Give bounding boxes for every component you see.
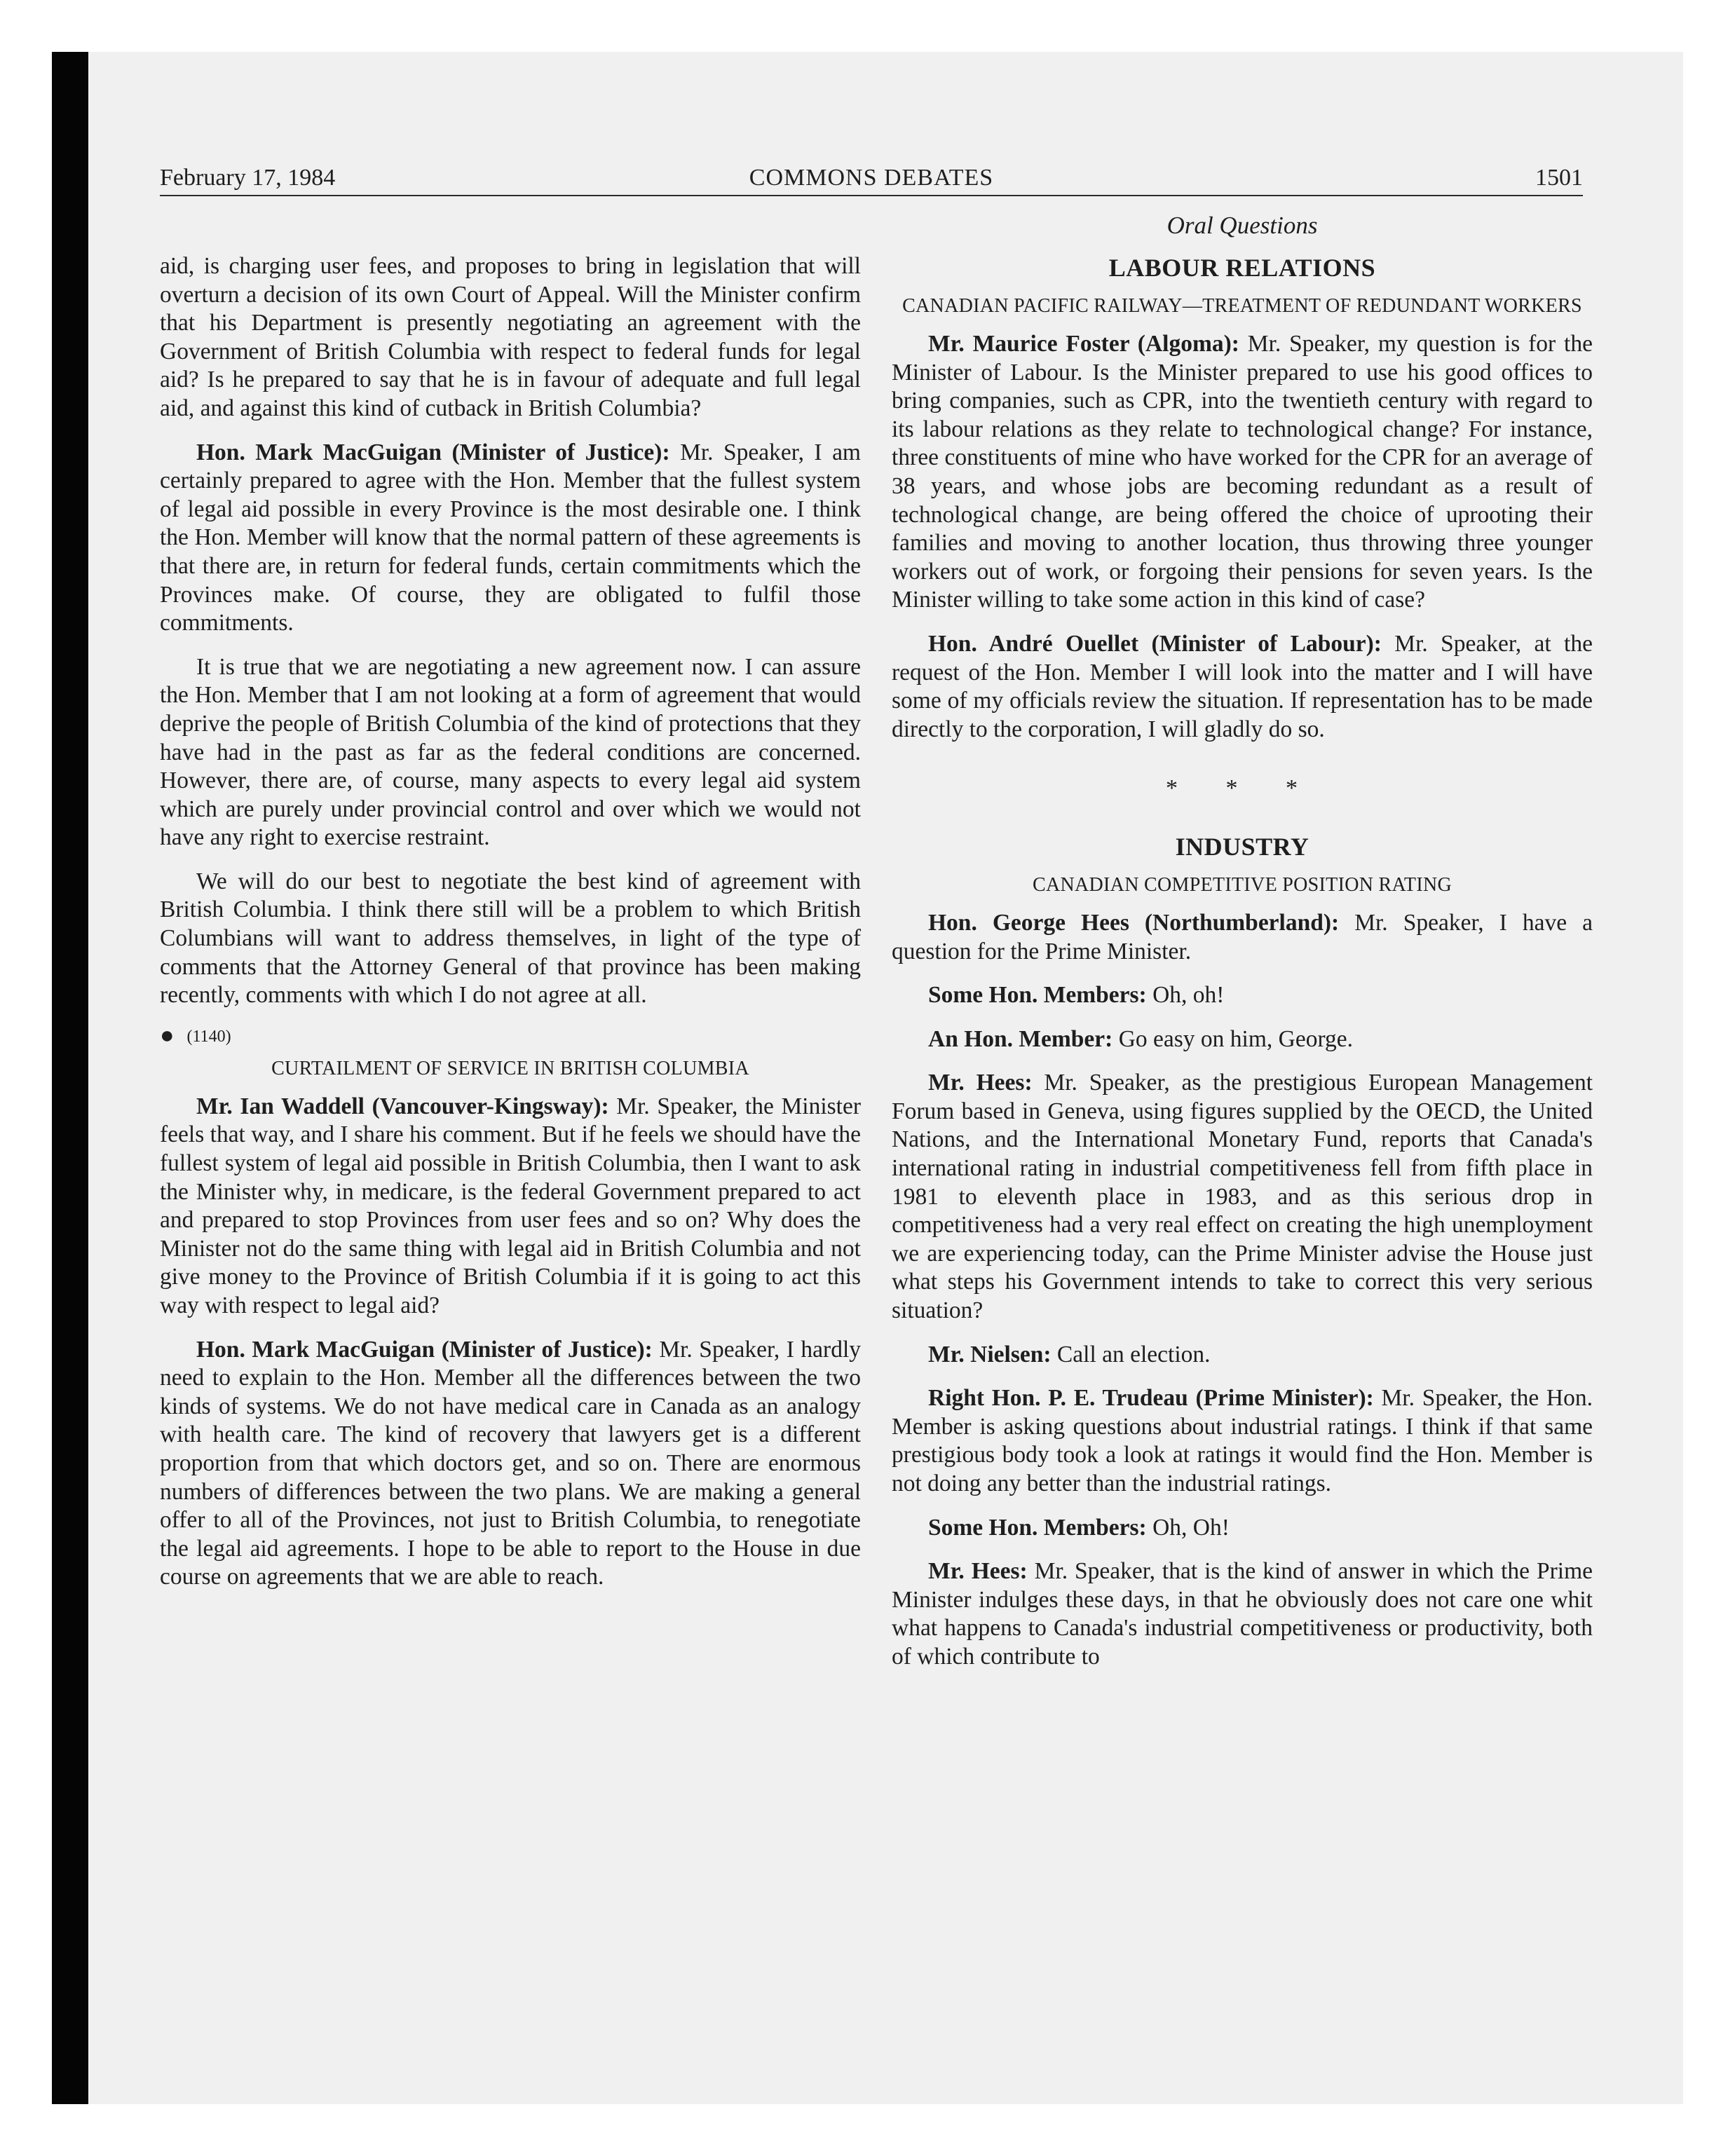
speech-text: Mr. Speaker, the Minister feels that way, and I share his comment. But if he feels we should have the fullest system of legal aid possible in British Columbia, then I want to ask the Minister why, in medicare, is the federal Government prepared to act and prepared to stop Provinces from user fees and so on? Why does the Minister not do the same thing with legal aid in British Columbia and not give money to the Province of British Columbia if it is going to act this way with respect to legal aid? [160, 1093, 861, 1318]
speech-text: Mr. Speaker, the Hon. Member is asking questions about industrial ratings. I think if that same prestigious body took a look at ratings it would find the Hon. Member is not doing any better than the industrial ratings. [892, 1385, 1593, 1496]
section-subheading: CANADIAN PACIFIC RAILWAY—TREATMENT OF REDUNDANT WORKERS [902, 295, 1582, 317]
running-header [160, 161, 1583, 196]
section-subheading: CURTAILMENT OF SERVICE IN BRITISH COLUMBIA [271, 1057, 749, 1079]
speaker-name: Hon. Mark MacGuigan (Minister of Justice): [196, 1336, 653, 1363]
paragraph [892, 630, 1593, 744]
speaker-name: Mr. Hees: [928, 1070, 1033, 1096]
section-heading: INDUSTRY [1175, 832, 1309, 861]
paragraph [892, 1025, 1593, 1054]
speech-text: Call an election. [1051, 1341, 1211, 1367]
speaker-name: An Hon. Member: [928, 1025, 1113, 1052]
paragraph [892, 330, 1593, 615]
speech-text: Oh, Oh! [1146, 1514, 1230, 1541]
speech-text: Mr. Speaker, I hardly need to explain to the Hon. Member all the differences between the two kinds of systems. We do not have medical care in Canada as an analogy with health care. The kind of recovery that lawyers get is a different proportion from that which doctors get, and so on. There are enormous numbers of differences between the two plans. We are making a general offer to all of the Provinces, not just to British Columbia, to renegotiate the legal aid agreements. I hope to be able to report to the House in due course on agreements that we are able to reach. [160, 1336, 862, 1590]
speaker-name: Hon. André Ouellet (Minister of Labour): [928, 630, 1382, 657]
paragraph [892, 981, 1593, 1010]
paragraph [892, 1557, 1593, 1671]
speech-text: Mr. Speaker, that is the kind of answer in which the Prime Minister indulges these days, in that he obviously does not care one whit what happens to Canada's industrial competitiveness or productivity, both of which contribute to [892, 1558, 1593, 1670]
speech-text: Mr. Speaker, I am certainly prepared to agree with the Hon. Member that the fullest system of legal aid possible in every Province is the most desirable one. I think the Hon. Member will know that the normal pattern of these agreements is that there are, in return for federal funds, certain commitments which the Provinces make. Of course, they are obligated to fulfil those commitments. [160, 439, 861, 636]
section-heading: LABOUR RELATIONS [1108, 254, 1376, 282]
speaker-name: Some Hon. Members: [928, 982, 1147, 1009]
section-divider: * * * [1166, 775, 1319, 802]
section-subheading: CANADIAN COMPETITIVE POSITION RATING [1033, 873, 1452, 896]
speaker-name: Mr. Hees: [928, 1558, 1028, 1585]
speech-text: Go easy on him, George. [1113, 1025, 1354, 1052]
speaker-name: Hon. George Hees (Northumberland): [928, 909, 1340, 936]
speaker-name: Mr. Ian Waddell (Vancouver-Kingsway): [196, 1093, 609, 1119]
topic-label: Oral Questions [1166, 212, 1318, 239]
bullet-icon: ● [160, 1022, 175, 1049]
left-column [160, 252, 861, 1607]
paragraph [160, 439, 861, 638]
paragraph [892, 1069, 1593, 1325]
speech-text: Mr. Speaker, my question is for the Minister of Labour. Is the Minister prepared to use his good offices to bring companies, such as CPR, into the twentieth century with regard to its labour relations as they relate to technological change? For instance, three constituents of mine who have worked for the CPR for an average of 38 years, and whose jobs are becoming redundant as a result of technological change, are being offered the choice of uprooting their families and moving to another location, thus throwing three younger workers out of work, or forgoing their pensions for seven years. Is the Minister willing to take some action in this kind of case? [892, 331, 1593, 613]
speaker-name: Mr. Nielsen: [928, 1341, 1052, 1367]
right-column [892, 210, 1593, 1687]
header-date: February 17, 1984 [160, 165, 336, 191]
time-marker [160, 1022, 861, 1049]
speech-text: Mr. Speaker, at the request of the Hon. Member I will look into the matter and I will have some of my officials review the situation. If representation has to be made directly to the corporation, I will gladly do so. [892, 630, 1593, 742]
paragraph [892, 1341, 1593, 1370]
speech-text: Mr. Speaker, as the prestigious European Management Forum based in Geneva, using figures supplied by the OECD, the United Nations, and the International Monetary Fund, reports that Canada's international rating in industrial competitiveness fell from fifth place in 1981 to eleventh place in 1983, and as this serious drop in competitiveness had a very real effect on creating the high unemployment we are experiencing today, can the Prime Minister advise the House just what steps his Government intends to take to correct this very serious situation? [892, 1070, 1593, 1324]
paragraph [892, 909, 1593, 966]
scan-dark-edge [52, 52, 88, 2104]
header-title: COMMONS DEBATES [749, 165, 994, 191]
paragraph: We will do our best to negotiate the best kind of agreement with British Columbia. I think there still will be a problem to which British Columbians will want to address themselves, in light of the type of comments that the Attorney General of that province has been making recently, comments with which I do not agree at all. [160, 868, 861, 1009]
paragraph: It is true that we are negotiating a new agreement now. I can assure the Hon. Member that I am not looking at a form of agreement that would deprive the people of British Columbia of the kind of protections that they have had in the past as far as the federal conditions are concerned. However, there are, of course, many aspects to every legal aid system which are purely under provincial control and over which we would not have any right to exercise restraint. [160, 653, 861, 851]
paragraph [892, 1514, 1593, 1543]
speech-text: Oh, oh! [1146, 982, 1225, 1009]
speaker-name: Hon. Mark MacGuigan (Minister of Justice): [196, 439, 670, 465]
paragraph [892, 1384, 1593, 1498]
speaker-name: Mr. Maurice Foster (Algoma): [928, 331, 1239, 357]
paragraph: aid, is charging user fees, and proposes to bring in legislation that will overturn a decision of its own Court of Appeal. Will the Minister confirm that his Department is presently negotiating an agreement with the Government of British Columbia with respect to federal funds for legal aid? Is he prepared to say that he is in favour of adequate and full legal aid, and against this kind of cutback in British Columbia? [160, 253, 861, 421]
paragraph [160, 1093, 861, 1321]
page-number: 1501 [1535, 165, 1583, 191]
speaker-name: Right Hon. P. E. Trudeau (Prime Minister): [928, 1385, 1374, 1412]
speech-text: Mr. Speaker, I have a question for the Prime Minister. [892, 909, 1593, 964]
paragraph [160, 1336, 861, 1592]
speaker-name: Some Hon. Members: [928, 1514, 1147, 1541]
time-marker-text: (1140) [186, 1027, 231, 1046]
